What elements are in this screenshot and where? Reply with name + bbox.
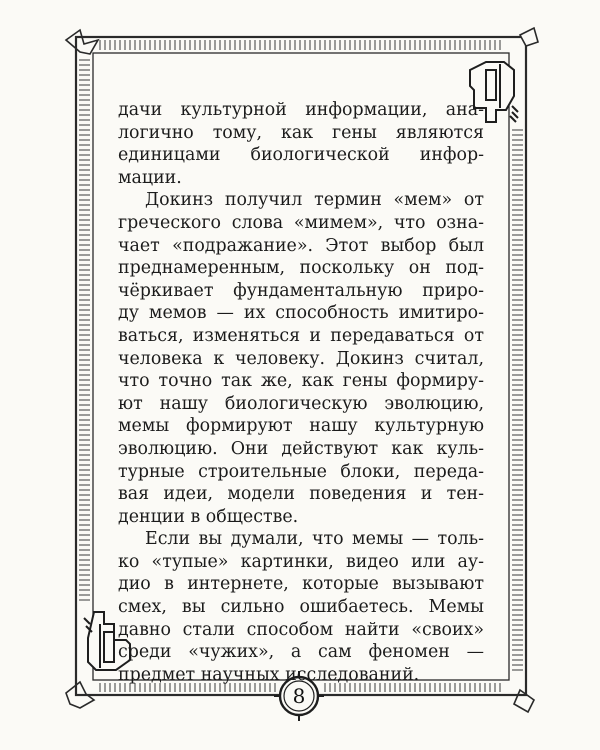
text-line: греческого слова «мимем», что озна-	[118, 212, 484, 233]
text-line: среди «чужих», а сам феномен —	[118, 642, 484, 663]
text-line: дачи культурной информации, ана-	[118, 100, 484, 120]
text-line: единицами биологической инфор-	[118, 145, 484, 166]
text-line: эволюцию. Они действуют как куль-	[118, 438, 484, 459]
text-line: мемы формируют нашу культурную	[118, 416, 484, 437]
text-line: ду мемов — их способность имитиро-	[118, 303, 484, 324]
text-line: Докинз получил термин «мем» от	[145, 190, 484, 211]
corner-ornament-top-right	[520, 28, 538, 46]
text-line: давно стали способом найти «своих»	[118, 619, 484, 640]
text-line: логично тому, как гены являются	[118, 122, 484, 143]
text-line: мации.	[118, 167, 182, 188]
text-line: преднамеренным, поскольку он под-	[118, 258, 484, 279]
text-line: чает «подражание». Этот выбор был	[118, 235, 484, 256]
text-line: денции в обществе.	[118, 506, 299, 527]
text-line: турные строительные блоки, переда-	[118, 461, 484, 482]
text-line: ко «тупые» картинки, видео или ау-	[118, 551, 484, 572]
corner-ornament-top-left	[66, 30, 98, 54]
page-number: 8	[292, 684, 306, 708]
text-line: дио в интернете, которые вызывают	[118, 574, 484, 595]
corner-ornament-bottom-right	[514, 690, 534, 712]
text-line: предмет научных исследований.	[118, 664, 420, 685]
text-line: ют нашу биологическую эволюцию,	[118, 393, 484, 414]
text-line: вая идеи, модели поведения и тен-	[118, 484, 484, 505]
body-text	[118, 99, 484, 686]
text-line: Если вы думали, что мемы — толь-	[145, 529, 484, 550]
text-line: ваться, изменяться и передаваться от	[118, 325, 484, 346]
text-line: человека к человеку. Докинз считал,	[118, 348, 484, 369]
text-line: что точно так же, как гены формиру-	[118, 371, 484, 392]
text-line: чёркивает фундаментальную приро-	[118, 280, 484, 301]
text-line: смех, вы сильно ошибаетесь. Мемы	[118, 597, 484, 618]
